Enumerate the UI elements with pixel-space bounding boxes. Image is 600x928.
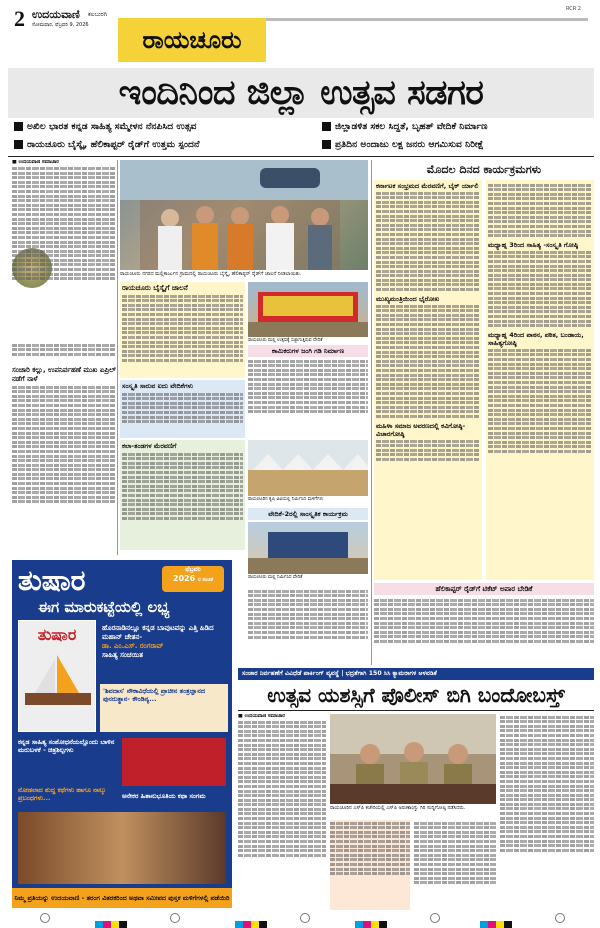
karnataka-heading: ಕರ್ನಾಟಕ ಸಂಭ್ರಮದ ಮೆರವಣಿಗೆ, ಬೈಕ್ ರ್ಯಾಲಿ — [376, 182, 479, 190]
sanchara-heading: ಸಂಚಾರಿ ಕಲ್ಲು, ಉಪನಿರ್ವಹಣೆ ಮುಖ ಏಪ್ರಿಲ್ ನಡೆಗೆ ನಾಳೆ — [12, 366, 116, 383]
photo-vedike — [248, 522, 368, 574]
mukhyamantri-heading: ಮುಖ್ಯಮಂತ್ರಿಯಿಂದ ಭೈರೋಖ — [376, 295, 440, 304]
print-color-bar — [235, 914, 267, 928]
first-day-col-2 — [486, 180, 594, 580]
column-rule — [371, 160, 372, 665]
ad-pitch-1: ಹೊರನಾಡಿನಲ್ಲೂ ಕನ್ನಡ ಬಾವುಟವನ್ನು ಎತ್ತಿ ಹಿಡಿದ ಮಹಾನ್ ಚೇತನ- ಡಾ. ಎಂ.ಎಸ್. ರಂಗರಾವ್ ಸಾಹಿತ್ಯ ಸಂಚಯಿತ — [102, 624, 214, 659]
tents-image — [248, 440, 368, 496]
divider — [8, 156, 594, 157]
corner-code: RCR 2 — [566, 6, 581, 12]
sampradaya-box — [120, 380, 245, 438]
print-color-bar — [355, 914, 387, 928]
bullet-square-icon — [322, 122, 331, 131]
ad-tagline: ಈಗ ಮಾರುಕಟ್ಟೆಯಲ್ಲಿ ಲಭ್ಯ — [38, 598, 170, 616]
photo-tents — [248, 440, 368, 496]
police-col-2 — [414, 820, 496, 910]
tushara-ad[interactable] — [12, 560, 232, 908]
bullet-square-icon — [14, 122, 23, 131]
police-press-image — [330, 714, 496, 804]
ad-footer: ನಿಮ್ಮ ಪ್ರತಿಯನ್ನು ಉದಯವಾಣಿ - ತರಂಗ ವಿತರಕರಿಂದ ಅಥವಾ ಸಮೀಪದ ಪುಸ್ತಕ ಮಳಿಗೆಗಳಲ್ಲಿ ಪಡೆಯಿರಿ — [12, 888, 232, 908]
mahila-heading: ಮಹಿಳಾ ಸಮಾಜ ಅವರಣದಲ್ಲಿ ಕವಿಗೋಷ್ಠಿ-ವಿಚಾರಗೋಷ್ಠಿ — [376, 421, 466, 438]
bullet-4: ಪ್ರತಿದಿನ ಅಂದಾಜು ಲಕ್ಷ ಜನರು ಆಗಮಿಸುವ ನಿರೀಕ್ಷೆ — [322, 139, 597, 150]
top-rule — [266, 18, 588, 21]
police-col-3 — [500, 714, 594, 910]
first-day-heading: ಮೊದಲ ದಿನದ ಕಾರ್ಯಕ್ರಮಗಳು — [374, 162, 594, 178]
inauguration-scene-image — [120, 160, 368, 270]
bullet-square-icon — [14, 140, 23, 149]
column-rule — [117, 160, 118, 555]
left-article-cont — [12, 342, 116, 362]
dateline: ■ ಉದಯವಾಣಿ ಸಮಾಚಾರ — [12, 160, 59, 165]
photo-caption-3: ರಾಯಚೂರಿನ ಕೃಷಿ ವಿವಿಯಲ್ಲಿ ನಿರ್ಮಿಸಿದ ಮಳಿಗೆಗಳು — [248, 497, 324, 502]
sanchara-box — [12, 366, 116, 556]
helicopter-text — [374, 597, 594, 665]
police-kicker: ಸಂಚಾರ ನಿರ್ವಹಣೆಗೆ ವಿವಿಧೆಡೆ ಪಾರ್ಕಿಂಗ್ ವ್ಯವಸ್ಥೆ | ಭದ್ರತೆಗಾಗಿ 150 ಸಿಸಿ ಕ್ಯಾಮರಾಗಳ ಅಳವಡಿಕೆ — [238, 668, 594, 680]
masthead: ಉದಯವಾಣಿ — [32, 8, 80, 21]
registration-mark-icon — [300, 913, 310, 923]
edition: ಕಲಬುರಗಿ — [88, 11, 108, 18]
photo-inauguration — [120, 160, 368, 270]
print-color-bar — [480, 914, 512, 928]
ad-pitch-2: 'ಶಿವದಾಸ' ನೌಕಾವಿಧೆಯಲ್ಲಿ ಪ್ರಾಚೀನ ತಂತ್ರಜ್ಞಾನದ ಪುನರುತ್ಥಾನ- ಕೌಂಡಿನ್ಯ... — [100, 684, 228, 732]
main-headline: ಇಂದಿನಿಂದ ಜಿಲ್ಲಾ ಉತ್ಸವ ಸಡಗರ — [118, 73, 484, 113]
photo-caption-2: ರಾಯಚೂರು ಮಲ್ಲಿ ಉತ್ಸವಕ್ಕೆ ಸಜ್ಜಾಗುತ್ತಿರುವ ವೇದಿಕೆ — [248, 338, 323, 343]
byeski-heading: ರಾಯಚೂರು ಬೈಸ್ಕೈಗೆ ಚಾಲನೆ — [122, 284, 188, 292]
vedike-heading: ವೇದಿಕೆ-2ರಲ್ಲಿ ಸಾಂಸ್ಕೃತಿಕ ಕಾರ್ಯಕ್ರಮ — [248, 508, 368, 520]
bullet-square-icon — [322, 140, 331, 149]
kala-box — [120, 440, 245, 550]
stage-image — [248, 282, 368, 337]
madhyahna-heading: ಮಧ್ಯಾಹ್ನ 3ರಿಂದ ಸಾಹಿತ್ಯ -ಸಂಸ್ಕೃತಿ ಗೋಷ್ಠಿ — [488, 241, 579, 250]
page-number: 2 — [14, 6, 25, 31]
ship-icon — [19, 645, 97, 723]
ad-brand: ತುಷಾರ — [18, 564, 86, 597]
kamikaru-heading: ಕಾಮಿಕರುಗಳ ಜಂಗಿ ಗಡಿ ನಿರ್ಮಾಣ — [248, 345, 368, 357]
police-photo-caption: ರಾಯಚೂರಿನ ಎಸ್‌ಪಿ ಕಚೇರಿಯಲ್ಲಿ ಎಸ್‌ಪಿ ಅರುಣಾಂಗ್ಶು ಗಿರಿ ಸುದ್ದಿಗೋಷ್ಠಿ ನಡೆಸಿದರು. — [330, 805, 466, 811]
kamikaru-text — [248, 358, 368, 438]
byeski-box — [120, 282, 245, 378]
section-banner — [118, 18, 266, 62]
police-divider — [238, 710, 594, 711]
sampradaya-heading: ಸಂಸ್ಕೃತಿ ಸಾರುವ ಐದು ವೇದಿಕೆಗಳು — [122, 382, 194, 390]
ad-cover: ತುಷಾರ — [18, 620, 96, 732]
vedike-text — [248, 588, 368, 663]
bullet-1: ಅಖಿಲ ಭಾರತ ಕನ್ನಡ ಸಾಹಿತ್ಯ ಸಮ್ಮೇಳನ ನೆನಪಿಸಿದ ಉತ್ಸವ — [14, 121, 314, 132]
helicopter-heading: ಹೆಲಿಕಾಪ್ಟರ್ ರೈಡ್‌ಗೆ ಟಿಕೆಟ್ ಅಪಾರ ಬೇಡಿಕೆ — [374, 583, 594, 595]
police-headline: ಉತ್ಸವ ಯಶಸ್ಸಿಗೆ ಪೊಲೀಸ್ ಬಿಗಿ ಬಂದೋಬಸ್ತ್ — [267, 683, 565, 707]
photo-caption-1: ರಾಯಚೂರು ನಗರದ ಮಲ್ಲಿಕಾರ್ಜುನ ಗ್ರಾಮದಲ್ಲಿ ರಾಯಚೂರು ಬೈಸ್ಕೈ, ಹೆಲಿಕಾಪ್ಟರ್ ರೈಡ್‌ಗೆ ಚಾಲನೆ ನೀಡಲಾಯಿತು. — [120, 271, 302, 277]
registration-mark-icon — [40, 913, 50, 923]
kala-heading: ಕಲಾ-ತಂಡಗಳ ಮೆರವಣಿಗೆ — [122, 442, 177, 450]
ad-image-2 — [122, 738, 226, 786]
ad-image-3 — [18, 812, 226, 884]
photo-stage — [248, 282, 368, 337]
date: ಸೋಮವಾರ, ಫೆಬ್ರವರಿ 9, 2026 — [32, 22, 89, 28]
registration-mark-icon — [555, 913, 565, 923]
issue-badge: ಫೆಬ್ರವರಿ 2026 ರ ಸಂಚಿಕೆ — [162, 566, 224, 592]
ad-pitch-5: ಅನೇಕರ ಹಿತಾನುಭೂತಿಯ ಕಥಾ ಸಂಗಮ — [122, 792, 206, 800]
bullet-2: ಜಿಲ್ಲಾಡಳಿತ ಸಕಲ ಸಿದ್ಧತೆ, ಬೃಹತ್ ವೇದಿಕೆ ನಿರ್ಮಾಣ — [322, 121, 597, 132]
registration-mark-icon — [170, 913, 180, 923]
print-color-bar — [95, 914, 127, 928]
left-article — [12, 160, 116, 338]
first-day-col-1 — [374, 180, 482, 580]
photo-caption-4: ರಾಯಚೂರು ಮಲ್ಲಿ ನಿರ್ಮಿಸಿದ ವೇದಿಕೆ — [248, 575, 303, 580]
madhyahna2-heading: ಮಧ್ಯಾಹ್ನ 4ರಿಂದ ಪಾಠನ, ಪಠಿತ, ಬಂಡಾಯ, ಸಾಹಿತ್ಯಗೋಷ್ಠಿ — [488, 331, 584, 348]
section-title: ರಾಯಚೂರು — [142, 26, 242, 54]
ad-pitch-3: ಕನ್ನಡ ಸಾಹಿತ್ಯ ಸಂಶೋಧನೆಯಲ್ಲೊಂದು ಬಾಳಿನ ಮರುಬಳಕೆ - ಚಿತ್ರಶಿಲ್ಪಗಳು — [18, 738, 115, 754]
bullet-3: ರಾಯಚೂರು ಬೈಸ್ಕೈ, ಹೆಲಿಕಾಪ್ಟರ್ ರೈಡ್‌ಗೆ ಉತ್ತಮ ಸ್ಪಂದನೆ — [14, 139, 314, 150]
ad-pitch-4: ನೋಡಲಾದ ಶುದ್ಧ ಕಥೆಗಳು ಹಾಗೂ ನಾಲ್ಕು ಪ್ರಬಂಧಗಳು... — [18, 786, 106, 802]
headline-bar — [8, 68, 594, 118]
police-quote-box — [330, 820, 410, 910]
police-col-1: ■ ಉದಯವಾಣಿ ಸಮಾಚಾರ — [238, 714, 326, 910]
vedike-image — [248, 522, 368, 574]
registration-mark-icon — [430, 913, 440, 923]
police-photo — [330, 714, 496, 804]
